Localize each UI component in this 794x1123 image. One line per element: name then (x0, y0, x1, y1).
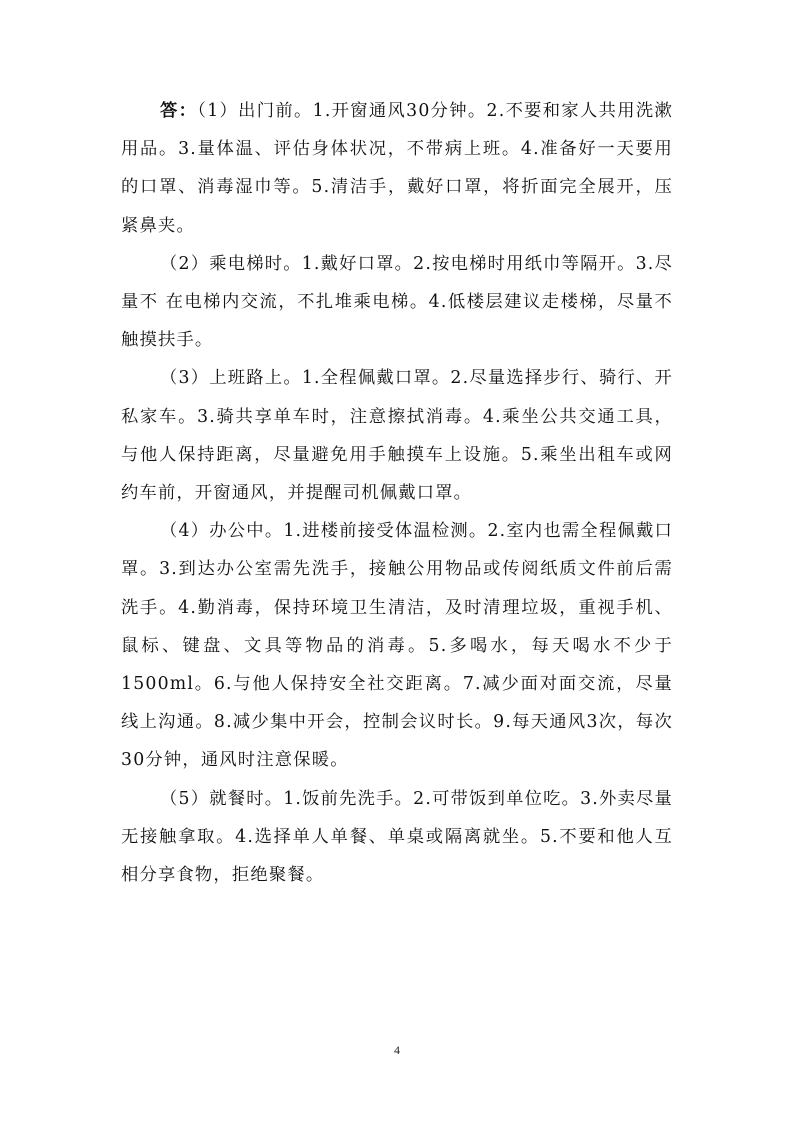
page-number: 4 (394, 1043, 400, 1057)
answer-body (121, 92, 673, 894)
paragraph-office (121, 512, 673, 779)
paragraph-text: （2）乘电梯时。1.戴好口罩。2.按电梯时用纸巾等隔开。3.尽量不 在电梯内交流，不扎堆乘电梯。4.低楼层建议走楼梯，尽量不触摸扶手。 (121, 253, 673, 351)
paragraph-elevator (121, 245, 673, 360)
paragraph-text: （4）办公中。1.进楼前接受体温检测。2.室内也需全程佩戴口罩。3.到达办公室需先洗手，接触公用物品或传阅纸质文件前后需洗手。4.勤消毒，保持环境卫生清洁，及时清理垃圾，重视手机、鼠标、键盘、文具等物品的消毒。5.多喝水，每天喝水不少于 1500ml。6.与他人保持安全社交距离。7.减少面对面交流，尽量线上沟通。8.减少集中开会，控制会议时长。9.每天通风3次，每次30分钟，通风时注意保暖。 (121, 521, 673, 771)
paragraph-text: （5）就餐时。1.饭前先洗手。2.可带饭到单位吃。3.外卖尽量无接触拿取。4.选择单人单餐、单桌或隔离就坐。5.不要和他人互相分享食物，拒绝聚餐。 (121, 788, 673, 886)
paragraph-text: （3）上班路上。1.全程佩戴口罩。2.尽量选择步行、骑行、开私家车。3.骑共享单车时，注意擦拭消毒。4.乘坐公共交通工具，与他人保持距离，尽量避免用手触摸车上设施。5.乘坐出租车或网约车前，开窗通风，并提醒司机佩戴口罩。 (121, 368, 673, 504)
paragraph-text: （1）出门前。1.开窗通风30分钟。2.不要和家人共用洗漱用品。3.量体温、评估身体状况，不带病上班。4.准备好一天要用的口罩、消毒湿巾等。5.清洁手，戴好口罩，将折面完全展开，压紧鼻夹。 (121, 101, 673, 236)
paragraph-before-leaving-home (121, 92, 673, 245)
paragraph-commute (121, 359, 673, 512)
paragraph-dining (121, 780, 673, 895)
answer-label: 答： (160, 101, 198, 121)
